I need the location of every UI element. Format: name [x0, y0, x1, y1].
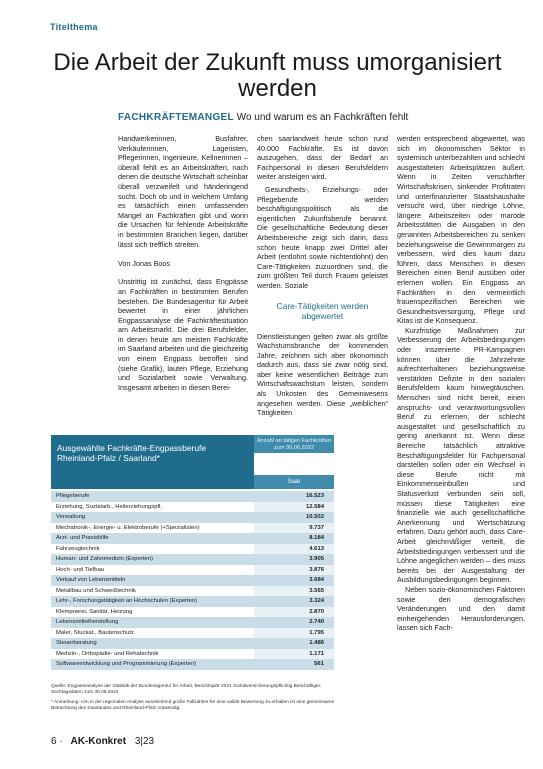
- table-row: [51, 489, 334, 502]
- table-row: [51, 617, 334, 628]
- row-value: 3.905: [254, 554, 334, 565]
- row-label: Fahrzeugtechnik: [51, 544, 254, 555]
- body-paragraph: Gesundheits-, Erziehungs- oder Pflegeberufe werden beschäftigungspolitisch als die eigentlichen Zukunftsberufe benannt. Die gesellschaftliche Bedeutung dieser Arbeitsbereiche zeigt sich darin, dass schon heute knapp zwei Drittel aller Arbeit (entlohnt sowie nichtentlohnt) den Care-Tätigkeiten zuzuordnen sind, die zum größten Teil durch Frauen geleistet werden. Soziale: [257, 184, 388, 290]
- table-body: [51, 489, 334, 670]
- headline: Die Arbeit der Zukunft muss umorganisiert werden: [53, 49, 502, 102]
- subtitle-keyword: FACHKRÄFTEMANGEL: [118, 112, 234, 123]
- table-row: [51, 544, 334, 555]
- column-header-label: Anzahl an tätigen Fachkräften zum 30.06.2022: [254, 435, 334, 453]
- table-title: Ausgewählte Fachkräfte-Engpassberufe Rheinland-Pfalz / Saarland*: [51, 435, 254, 489]
- row-value: 561: [254, 659, 334, 670]
- table-row: [51, 638, 334, 649]
- table-row: [51, 596, 334, 607]
- row-label: Human- und Zahnmedizin (Experten): [51, 554, 254, 565]
- row-value: 4.613: [254, 544, 334, 555]
- body-paragraph: chen saarlandweit heute schon rund 40.000 Fachkräfte. Es ist davon auszugehen, dass der Bedarf an Fachpersonal in diesen Berufsfeldern weiter ansteigen wird.: [257, 134, 388, 182]
- region-header: Saar: [254, 475, 334, 489]
- article-column-3: [397, 134, 525, 642]
- row-value: 1.795: [254, 628, 334, 639]
- row-label: Klempnerei, Sanitär, Heizung: [51, 607, 254, 618]
- table-row: [51, 533, 334, 544]
- row-label: Medizin-, Orthopädie- und Rehatechnik: [51, 649, 254, 660]
- row-value: 12.584: [254, 502, 334, 513]
- table-row: [51, 607, 334, 618]
- row-label: Hoch- und Tiefbau: [51, 565, 254, 576]
- engpass-table: [51, 435, 334, 670]
- row-value: 10.502: [254, 512, 334, 523]
- footer-separator: ·: [59, 736, 63, 747]
- table-row: [51, 502, 334, 513]
- table-row: [51, 659, 334, 670]
- body-paragraph: Unstrittig ist zunächst, dass Engpässe an Fachkräften in bestimmten Berufen bestehen. Die Bundesagentur für Arbeit bewertet in einer jährlichen Engpassanalyse die Fachkräftesituation am Arbeitsmarkt. Die drei Berufsfelder, in denen heute am meisten Fachkräfte im Saarland arbeiten und die gleichzeitig von einem Engpass betroffen sind (siehe Grafik), lauten Pflege, Erziehung und Sozialarbeit sowie Verwaltung. Insgesamt arbeiten in diesen Berei-: [118, 277, 248, 392]
- row-value: 8.184: [254, 533, 334, 544]
- row-value: 3.876: [254, 565, 334, 576]
- table-source: Quelle: Engpassanalyse der Statistik der Bundesagentur für Arbeit, Berichtsjahr 2021 Sozialversicherungspflichtig Beschäftigte: Stichtagsdaten zum 30.06.2022: [51, 684, 322, 695]
- row-value: 16.523: [254, 491, 334, 502]
- table-row: [51, 512, 334, 523]
- subheading: Care-Tätigkeiten werden abgewertet: [276, 300, 369, 321]
- header-gap: [254, 453, 334, 455]
- table-notes: [51, 684, 336, 716]
- subtitle-text: Wo und warum es an Fachkräften fehlt: [236, 112, 409, 123]
- row-label: Mechatronik-, Energie- u. Elektroberufe (+Spezialisten): [51, 523, 254, 534]
- table-header: [51, 435, 334, 489]
- row-label: Verkauf von Lebensmitteln: [51, 575, 254, 586]
- row-value: 1.171: [254, 649, 334, 660]
- row-value: 3.684: [254, 575, 334, 586]
- row-label: Lehr-, Forschungstätigkeit an Hochschulen (Experten): [51, 596, 254, 607]
- row-value: 3.324: [254, 596, 334, 607]
- section-label: Titelthema: [50, 22, 98, 32]
- row-label: Verwaltung: [51, 512, 254, 523]
- row-label: Softwareentwicklung und Programmierung (Experten): [51, 659, 254, 670]
- row-value: 9.737: [254, 523, 334, 534]
- row-label: Maler, Stuckat., Bautenschutz: [51, 628, 254, 639]
- row-value: 2.740: [254, 617, 334, 628]
- subtitle: [118, 112, 408, 123]
- intro-paragraph: Handwerkerinnen, Busfahrer, Verkäuferinnen, Lageristen, Pflegerinnen, Ingenieure, Kellnerinnen – überall fehlt es an Arbeitskräften, nach denen die deutsche Wirtschaft scheinbar überall verzweifelt und händeringend sucht. Doch ob und in welchem Umfang es tatsächlich einen umfassenden Mangel an Fachkräften gibt und worin die Ursachen für fehlende Arbeitskräfte in bestimmten Branchen liegen, darüber lässt sich trefflich streiten.: [118, 134, 248, 249]
- body-paragraph: Neben sozio-ökonomischen Faktoren sowie den demografischen Veränderungen und den damit einhergehenden Herausforderungen, lassen sich Fach-: [397, 584, 525, 633]
- page-number: 6: [51, 736, 57, 747]
- author-byline: Von Jonas Boos: [118, 258, 170, 268]
- body-paragraph: Kurzfristige Maßnahmen zur Verbesserung der Arbeitsbedingungen oder inszenierte PR-Kampagnen können über die Jahrzehnte aufrechterhaltenen beziehungsweise verstärkten Defizite in den sozialen Berufsfeldern kaum hinwegtäuschen. Menschen sind nicht bereit, einen anspruchs- und verantwortungsvollen Beruf zu erlernen, der schlecht ausgestaltet und gesellschaftlich zu gering anerkannt ist. Wenn diese Bereiche tatsächlich attraktive Beschäftigungsfelder für Fachpersonal darstellen sollen oder ein Wechsel in diese Berufe nicht mit Einkommenseinbußen und Statusverlust verbunden sein soll, müssen diese Tätigkeiten eine finanzielle wie auch gesellschaftliche Anerkennung und Wertschätzung erfahren. Dazu gehört auch, dass Care-Arbeit gleichmäßiger verteilt, die Arbeitsbedingungen verbessert und die Löhne angeglichen werden – dies muss bereits bei der Ausgestaltung der Ausbildungsbedingungen beginnen.: [397, 325, 525, 585]
- row-value: 3.565: [254, 586, 334, 597]
- row-value: 2.870: [254, 607, 334, 618]
- table-row: [51, 586, 334, 597]
- table-row: [51, 523, 334, 534]
- table-row: [51, 649, 334, 660]
- row-label: Lebensmittelherstellung: [51, 617, 254, 628]
- body-paragraph: werden entsprechend abgewertet, was sich im ökonomischen Sektor in systemisch unterbezahlten und schlecht ausgestalteten Arbeitsplätzen äußert. Wenn in Zeiten verschärfter Wirtschaftskrisen, sinkender Profitraten und unterfinanzierter Staatshaushalte versucht wird, über niedrige Löhne, längere Arbeitszeiten oder marode Arbeitsstätten die Ausgaben in den genannten Arbeitsbereichen zu senken beziehungsweise die Gewinnmargen zu verbessern, wird dies kaum dazu führen, dass Menschen in diesen Bereichen einen Beruf ausüben oder erlernen wollen. Ein Engpass an Fachkräften in den vermeintlich frauenspezifischen Bereichen wie Gesundheitsversorgung, Pflege und Kitas ist die Konsequenz.: [397, 134, 525, 326]
- body-paragraph: Dienstleistungen gelten zwar als größte Wachstumsbranche der kommenden Jahre, zeichnen sich aber ökonomisch dadurch aus, dass sie zwar nötig sind, aber keine wesentlichen Beiträge zum Wirtschaftswachstum leisten, sondern als Unkosten des Gemeinwesens angesehen werden. Diese „weiblichen“ Tätigkeiten: [257, 331, 388, 418]
- row-label: Erziehung, Sozialarb., Heilerziehungspfl.: [51, 502, 254, 513]
- row-label: Steuerberatung: [51, 638, 254, 649]
- row-label: Metallbau und Schweißtechnik: [51, 586, 254, 597]
- article-column-1: [118, 134, 248, 402]
- issue-number: 3|23: [134, 736, 155, 747]
- table-row: [51, 554, 334, 565]
- row-value: 1.486: [254, 638, 334, 649]
- table-row: [51, 628, 334, 639]
- table-column-header: [254, 435, 334, 489]
- page-footer: [51, 736, 154, 747]
- row-label: Pflegeberufe: [51, 491, 254, 502]
- article-column-2: [257, 134, 388, 427]
- table-footnote: * Anmerkung: Um in der regionalen Analyse ausreichend große Fallzahlen für eine valide Bewertung zu erhalten ist eine gemeinsame Betrachtung des Saarlandes und Rheinland-Pfalz notwendig.: [51, 700, 335, 711]
- table-row: [51, 565, 334, 576]
- row-label: Arzt- und Praxishilfe: [51, 533, 254, 544]
- table-row: [51, 575, 334, 586]
- publication-name: AK-Konkret: [70, 736, 127, 747]
